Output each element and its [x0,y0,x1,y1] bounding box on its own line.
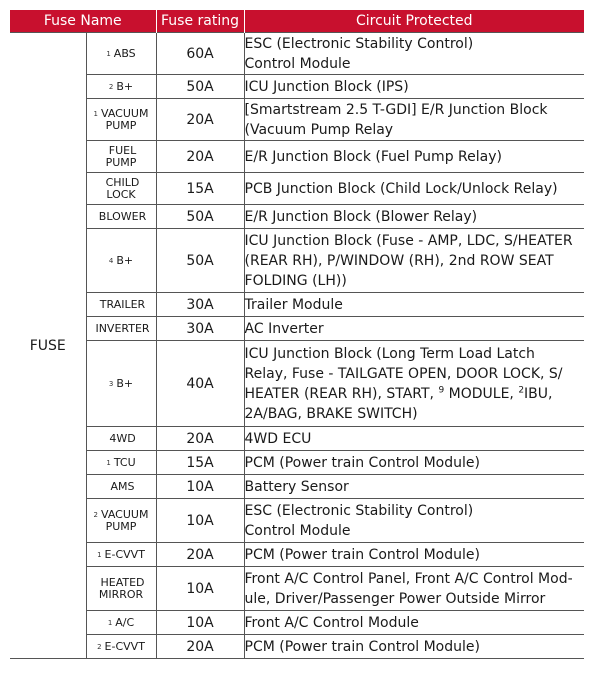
fuse-name: B+ [116,79,134,93]
fuse-name: 4WD [109,431,136,445]
fuse-superscript-mark: 4 [108,256,114,265]
circuit-text: Front A/C Control Module [244,614,419,631]
fuse-name-cell [86,75,156,99]
fuse-name-cell [86,427,156,451]
fuse-rating: 20A [156,141,244,173]
fuse-superscript-mark: 2 [97,642,102,651]
fuse-name-cell [86,341,156,427]
fuse-name-cell [86,635,156,659]
table-row [10,341,584,427]
circuit-text: ICU Junction Block (Long Term Load Latch Relay, Fuse - TAILGATE OPEN, DOOR LOCK, S/ HEATER (REAR RH), START, [244,345,563,402]
circuit-protected [244,293,584,317]
table-row [10,293,584,317]
fuse-name-cell [86,205,156,229]
table-row [10,317,584,341]
table-row [10,543,584,567]
table-row [10,635,584,659]
table-row [10,173,584,205]
circuit-text: AC Inverter [244,320,324,337]
fuse-superscript-mark: 2 [108,82,114,91]
circuit-text: PCM (Power train Control Module) [244,454,480,471]
fuse-superscript-mark: 1 [97,550,102,559]
circuit-protected [244,75,584,99]
fuse-name-cell [86,611,156,635]
table-row [10,33,584,75]
fuse-name: ABS [113,46,136,60]
fuse-rating: 10A [156,499,244,543]
fuse-name-cell [86,567,156,611]
fuse-rating: 60A [156,33,244,75]
table-row [10,205,584,229]
fuse-rating: 10A [156,611,244,635]
circuit-text: E/R Junction Block (Blower Relay) [244,208,478,225]
circuit-protected [244,451,584,475]
fuse-name-cell [86,33,156,75]
circuit-text: IBU, 2A/BAG, BRAKE SWITCH) [244,385,553,422]
circuit-text: 4WD ECU [244,430,312,447]
fuse-rating: 50A [156,75,244,99]
circuit-superscript: 9 [438,384,445,395]
table-row [10,141,584,173]
header-fuse-rating: Fuse rating [156,10,244,33]
fuse-rating: 20A [156,543,244,567]
fuse-name: E-CVVT [104,547,145,561]
fuse-name: CHILD LOCK [105,175,140,201]
table-row [10,475,584,499]
fuse-name-cell [86,99,156,141]
circuit-protected [244,543,584,567]
fuse-superscript-mark: 2 [93,510,99,519]
fuse-rating: 15A [156,451,244,475]
circuit-protected [244,317,584,341]
circuit-protected [244,229,584,293]
table-row [10,229,584,293]
fuse-name: TCU [113,455,136,469]
fuse-rating: 15A [156,173,244,205]
circuit-protected [244,475,584,499]
fuse-name: E-CVVT [104,639,145,653]
fuse-rating: 20A [156,635,244,659]
fuse-name: HEATED MIRROR [98,575,145,601]
fuse-name-cell [86,317,156,341]
fuse-rating: 10A [156,567,244,611]
fuse-name: INVERTER [95,321,150,335]
circuit-text: PCB Junction Block (Child Lock/Unlock Relay) [244,180,558,197]
circuit-protected [244,173,584,205]
fuse-name-cell [86,229,156,293]
fuse-superscript-mark: 1 [93,109,99,118]
header-circuit-protected: Circuit Protected [244,10,584,33]
table-row [10,75,584,99]
table-row [10,567,584,611]
fuse-superscript-mark: 3 [108,379,114,388]
table-row [10,499,584,543]
fuse-name: TRAILER [99,297,146,311]
fuse-name-cell [86,141,156,173]
circuit-protected [244,99,584,141]
fuse-name: VACUUM PUMP [101,507,149,533]
circuit-protected [244,205,584,229]
fuse-superscript-mark: 1 [106,49,111,58]
circuit-text: Front A/C Control Panel, Front A/C Control Mod- ule, Driver/Passenger Power Outside Mirror [244,570,573,607]
circuit-text: [Smartstream 2.5 T-GDI] E/R Junction Block (Vacuum Pump Relay [244,101,548,138]
fuse-name-cell [86,543,156,567]
table-row [10,611,584,635]
circuit-text: ICU Junction Block (IPS) [244,78,409,95]
circuit-text: MODULE, [444,385,519,402]
fuse-name: B+ [116,253,134,267]
fuse-name-cell [86,475,156,499]
circuit-protected [244,341,584,427]
header-fuse-name: Fuse Name [10,10,156,33]
table-row [10,451,584,475]
fuse-name: AMS [110,479,135,493]
circuit-text: Trailer Module [244,296,343,313]
fuse-name: VACUUM PUMP [101,106,149,132]
fuse-name: BLOWER [98,209,147,223]
circuit-protected [244,427,584,451]
fuse-superscript-mark: 1 [106,458,111,467]
fuse-rating: 50A [156,205,244,229]
fuse-name-cell [86,173,156,205]
fuse-rating: 20A [156,99,244,141]
fuse-name: B+ [116,376,134,390]
circuit-text: E/R Junction Block (Fuel Pump Relay) [244,148,502,165]
fuse-group-label: FUSE [10,33,86,659]
circuit-protected [244,567,584,611]
circuit-text: PCM (Power train Control Module) [244,638,480,655]
fuse-name-cell [86,451,156,475]
circuit-text: ESC (Electronic Stability Control) Control Module [244,35,474,72]
fuse-name: A/C [115,615,135,629]
fuse-rating: 30A [156,317,244,341]
fuse-name: FUEL PUMP [105,143,137,169]
circuit-superscript: 2 [518,384,525,395]
fuse-table [10,10,584,659]
circuit-text: ICU Junction Block (Fuse - AMP, LDC, S/HEATER (REAR RH), P/WINDOW (RH), 2nd ROW SEAT FOLDING (LH)) [244,232,573,289]
circuit-protected [244,33,584,75]
fuse-name-cell [86,499,156,543]
circuit-text: PCM (Power train Control Module) [244,546,480,563]
table-row [10,99,584,141]
circuit-protected [244,141,584,173]
fuse-rating: 40A [156,341,244,427]
fuse-name-cell [86,293,156,317]
fuse-rating: 10A [156,475,244,499]
circuit-text: Battery Sensor [244,478,349,495]
fuse-superscript-mark: 1 [107,618,113,627]
circuit-text: ESC (Electronic Stability Control) Control Module [244,502,474,539]
header-row [10,10,584,33]
fuse-rating: 50A [156,229,244,293]
fuse-rating: 20A [156,427,244,451]
circuit-protected [244,499,584,543]
circuit-protected [244,635,584,659]
table-row [10,427,584,451]
circuit-protected [244,611,584,635]
fuse-rating: 30A [156,293,244,317]
